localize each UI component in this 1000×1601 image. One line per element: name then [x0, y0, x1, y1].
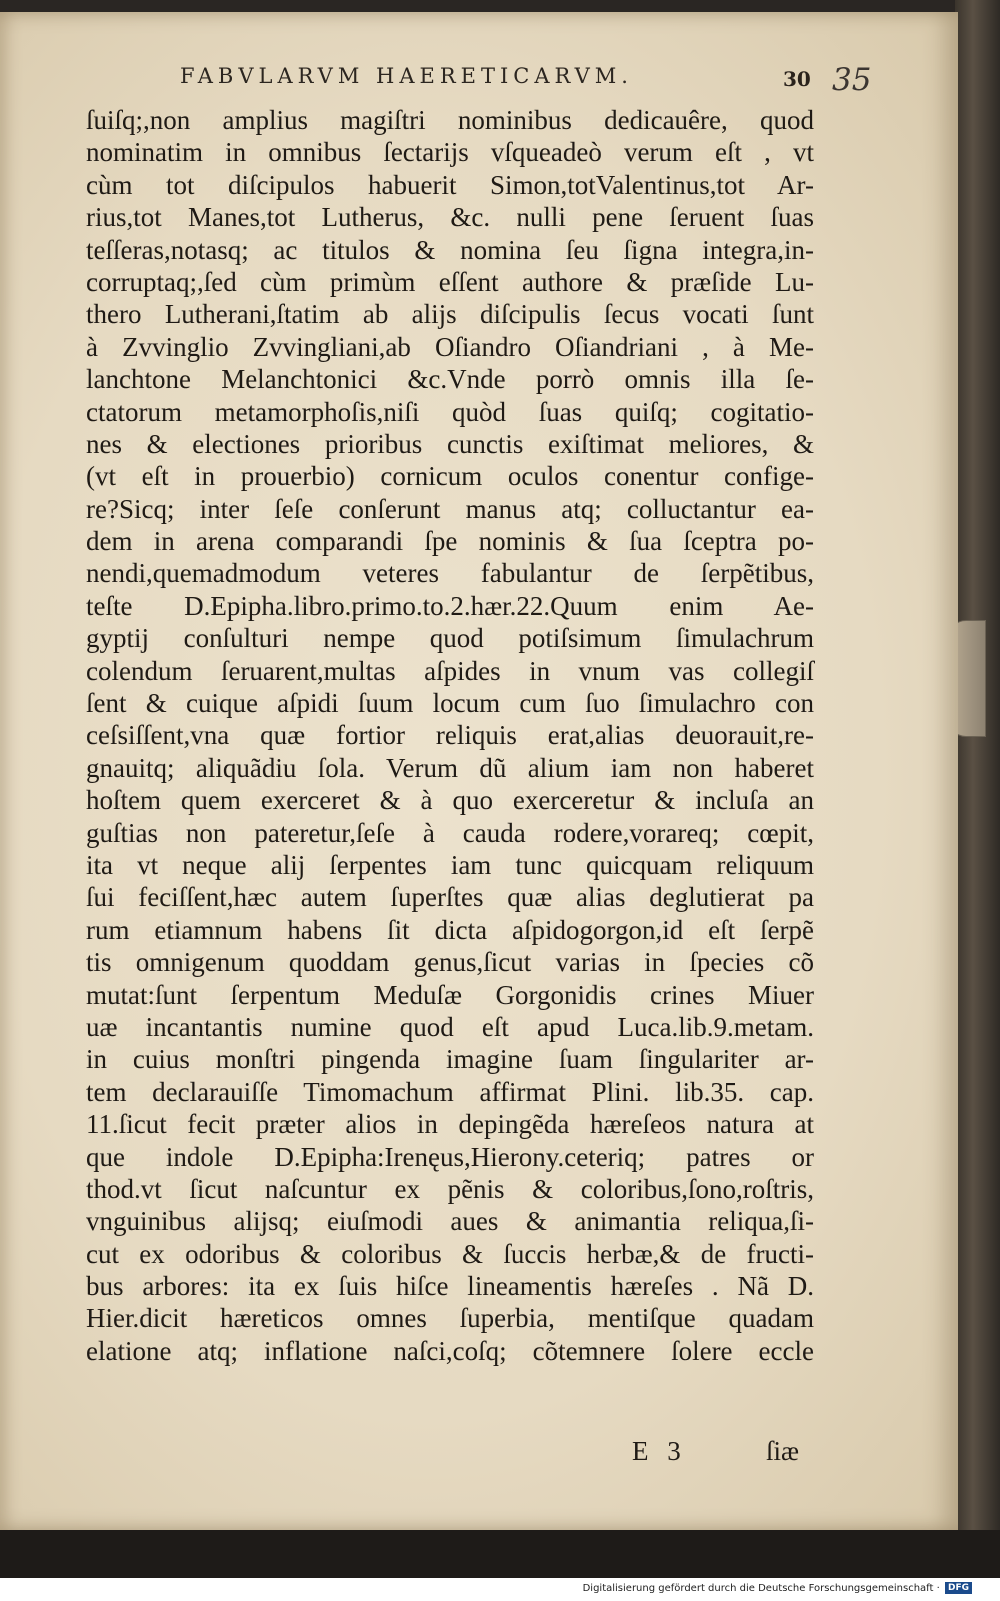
text-line: ſuiſq;,non amplius magiſtri nominibus dedicauêre, quod	[86, 105, 814, 135]
text-line: gnauitq; aliquãdiu ſola. Verum dũ alium iam non haberet	[86, 752, 814, 783]
text-line: ctatorum metamorphoſis,niſi quòd ſuas quiſq; cogitatio-	[86, 396, 814, 427]
text-line: corruptaq;,ſed cùm primùm eſſent authore & præſide Lu-	[86, 266, 814, 297]
running-head: FABVLARVM HAERETICARVM.	[180, 64, 633, 88]
text-line: nendi,quemadmodum veteres fabulantur de ſerpẽtibus,	[86, 558, 814, 589]
text-line: uæ incantantis numine quod eſt apud Luca.lib.9.metam.	[86, 1011, 814, 1042]
text-line: in cuius monſtri pingenda imagine ſuam ſingulariter ar-	[86, 1044, 814, 1075]
text-line: teſte D.Epipha.libro.primo.to.2.hær.22.Quum enim Ae-	[86, 590, 814, 621]
book-binding	[955, 0, 1000, 1560]
text-line: gyptij conſulturi nempe quod potiſsimum ſimulachrum	[86, 623, 814, 654]
text-line: à Zvvinglio Zvvingliani,ab Oſiandro Oſiandriani , à Me-	[86, 331, 814, 362]
text-line: thero Lutherani,ſtatim ab alijs diſcipulis ſecus vocati ſunt	[86, 299, 814, 330]
text-line: dem in arena comparandi ſpe nominis & ſua ſceptra po-	[86, 526, 814, 557]
catchword: ſiæ	[766, 1436, 800, 1466]
text-line: cùm tot diſcipulos habuerit Simon,totValentinus,tot Ar-	[86, 169, 814, 200]
text-line: 11.ſicut fecit præter alios in depingẽda hæreſeos natura at	[86, 1109, 814, 1140]
text-line: ſui feciſſent,hæc autem ſuperſtes quæ alias deglutierat pa	[86, 882, 814, 913]
text-line: que indole D.Epipha:Irenęus,Hierony.ceteriq; patres or	[86, 1141, 814, 1172]
text-line: tem declarauiſſe Timomachum affirmat Plini. lib.35. cap.	[86, 1076, 814, 1107]
text-line: ſent & cuique aſpidi ſuum locum cum ſuo ſimulachro con	[86, 688, 814, 719]
text-line: guſtias non pateretur,ſeſe à cauda rodere,vorareq; cœpit,	[86, 817, 814, 848]
text-line: nes & electiones prioribus cunctis exiſtimat meliores, &	[86, 428, 814, 459]
text-line: cut ex odoribus & coloribus & ſuccis herbæ,& de fructi-	[86, 1238, 814, 1269]
credit-text: Digitalisierung gefördert durch die Deutsche Forschungsgemeinschaft	[582, 1583, 934, 1594]
text-line: teſſeras,notasq; ac titulos & nomina ſeu ſigna integra,in-	[86, 234, 814, 265]
text-line: Hier.dicit hæreticos omnes ſuperbia, mentiſque quadam	[86, 1303, 814, 1334]
text-line: ceſsiſſent,vna quæ fortior reliquis erat,alias deuorauit,re-	[86, 720, 814, 751]
book-page	[0, 12, 958, 1530]
text-line: rum etiamnum habens ſit dicta aſpidogorgon,id eſt ſerpẽ	[86, 914, 814, 945]
text-line: bus arbores: ita ex ſuis hiſce lineamentis hæreſes . Nã D.	[86, 1271, 814, 1302]
body-text	[86, 104, 814, 1367]
text-line: (vt eſt in prouerbio) cornicum oculos conentur confige-	[86, 461, 814, 492]
text-line: thod.vt ſicut naſcuntur ex pẽnis & coloribus,ſono,roſtris,	[86, 1173, 814, 1204]
text-line: re?Sicq; inter ſeſe conſerunt manus atq; colluctantur ea-	[86, 493, 814, 524]
text-line: vnguinibus alijsq; eiuſmodi aues & animantia reliqua,ſi-	[86, 1206, 814, 1237]
dfg-logo: DFG	[945, 1582, 972, 1594]
text-line: lanchtone Melanchtonici &c.Vnde porrò omnis illa ſe-	[86, 364, 814, 395]
text-line: tis omnigenum quoddam genus,ſicut varias in ſpecies cõ	[86, 947, 814, 978]
text-line: colendum ſeruarent,multas aſpides in vnum vas collegiſ	[86, 655, 814, 686]
signature-mark: E 3	[632, 1436, 687, 1466]
text-line: elatione atq; inflatione naſci,coſq; cõtemnere ſolere eccle	[86, 1335, 814, 1366]
handwritten-folio-number: 35	[832, 62, 872, 98]
printed-folio-number: 30	[783, 67, 811, 91]
text-line: ita vt neque alij ſerpentes iam tunc quicquam reliquum	[86, 849, 814, 880]
text-line: hoſtem quem exerceret & à quo exerceretur & incluſa an	[86, 785, 814, 816]
digitization-credit: Digitalisierung gefördert durch die Deutsche Forschungsgemeinschaft · DFG	[583, 1582, 972, 1594]
text-line: nominatim in omnibus ſectarijs vſqueadeò verum eſt , vt	[86, 137, 814, 168]
scan-footer-bar	[0, 1530, 1000, 1580]
text-line: rius,tot Manes,tot Lutherus, &c. nulli pene ſeruent ſuas	[86, 202, 814, 233]
text-line: mutat:ſunt ſerpentum Meduſæ Gorgonidis crines Miuer	[86, 979, 814, 1010]
